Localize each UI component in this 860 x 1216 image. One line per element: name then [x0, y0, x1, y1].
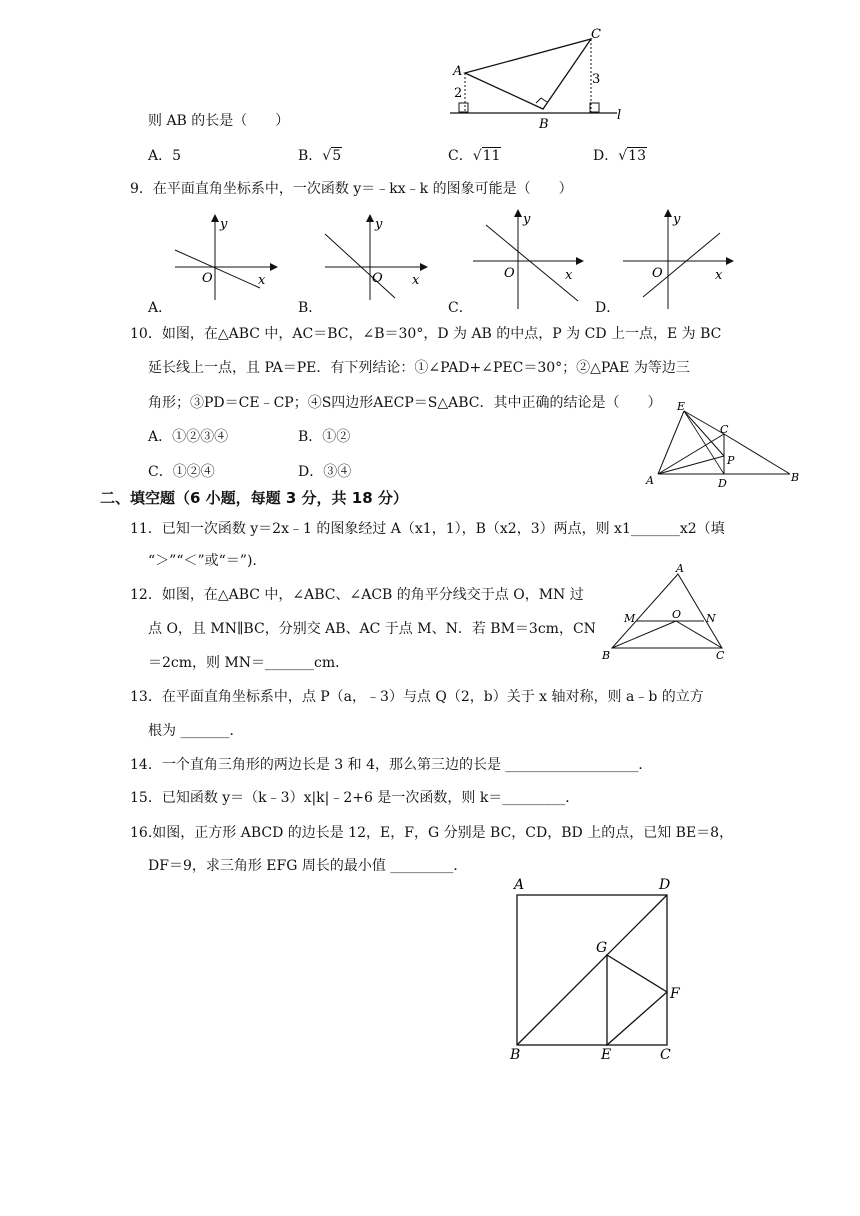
- svg-text:x: x: [715, 268, 723, 283]
- q12-line-3: ＝2cm，则 MN＝_______cm．: [148, 655, 350, 671]
- q10-option-a: A．①②③④: [148, 429, 229, 445]
- svg-text:C: C: [720, 423, 729, 436]
- svg-text:A: A: [676, 562, 684, 575]
- svg-text:O: O: [202, 271, 213, 286]
- sqrt-icon: √5: [322, 148, 342, 164]
- q13-line-2: 根为 _______．: [148, 723, 244, 739]
- q8-figure: [445, 25, 635, 135]
- q9-option-a: A．: [148, 300, 173, 316]
- q8-label-2: 2: [454, 86, 463, 101]
- q12-line-2: 点 O，且 MN∥BC，分别交 AB、AC 于点 M、N．若 BM＝3cm，CN: [148, 621, 596, 637]
- sqrt-icon: √11: [472, 148, 501, 164]
- q9-stem: 9．在平面直角坐标系中，一次函数 y＝﹣kx﹣k 的图象可能是（ ）: [130, 181, 573, 197]
- svg-text:x: x: [412, 273, 420, 288]
- svg-text:D: D: [718, 477, 727, 490]
- q8-label-l: l: [617, 108, 622, 123]
- q9-graph-a: [170, 212, 280, 302]
- q9-option-c: C．: [448, 300, 473, 316]
- svg-text:y: y: [375, 217, 383, 232]
- q13-line-1: 13．在平面直角坐标系中，点 P（a，﹣3）与点 Q（2，b）关于 x 轴对称，则 a﹣b 的立方: [130, 689, 704, 705]
- q8-label-3: 3: [592, 72, 601, 87]
- svg-text:F: F: [670, 986, 680, 1002]
- q10-option-d: D．③④: [298, 464, 352, 480]
- q16-line-1: 16.如图，正方形 ABCD 的边长是 12，E，F，G 分别是 BC，CD，BD 上的点，已知 BE＝8，: [130, 825, 734, 841]
- q8-option-c: C．√11: [448, 148, 501, 164]
- svg-text:y: y: [673, 212, 681, 227]
- svg-text:B: B: [602, 649, 611, 662]
- q8-label-a: A: [453, 64, 463, 79]
- svg-text:B: B: [791, 471, 800, 484]
- q14-line-1: 14．一个直角三角形的两边长是 3 和 4，那么第三边的长是 ___________________．: [130, 757, 653, 773]
- svg-text:P: P: [727, 454, 735, 467]
- q16-figure: [505, 873, 690, 1063]
- sqrt-icon: √13: [618, 148, 646, 164]
- q11-line-2: “＞”“＜”或“＝”).: [148, 553, 257, 569]
- q9-option-b: B．: [298, 300, 323, 316]
- q10-option-c: C．①②④: [148, 464, 215, 480]
- svg-text:C: C: [660, 1047, 671, 1063]
- svg-text:M: M: [624, 612, 636, 625]
- svg-text:y: y: [220, 217, 228, 232]
- svg-text:D: D: [659, 877, 671, 893]
- svg-text:O: O: [504, 266, 515, 281]
- svg-text:G: G: [596, 940, 608, 956]
- q8-stem: 则 AB 的长是（ ）: [148, 113, 290, 129]
- svg-text:x: x: [258, 273, 266, 288]
- svg-text:E: E: [677, 400, 686, 413]
- q9-graph-d: [618, 205, 738, 315]
- svg-text:A: A: [514, 877, 525, 893]
- q10-option-b: B．①②: [298, 429, 351, 445]
- svg-text:E: E: [601, 1047, 612, 1063]
- q8-option-a: A．5: [148, 148, 182, 164]
- svg-text:x: x: [565, 268, 573, 283]
- svg-text:O: O: [672, 608, 682, 621]
- q8-label-c: C: [591, 27, 601, 42]
- q9-graph-c: [468, 205, 588, 315]
- q10-line-1: 10．如图，在△ABC 中，AC＝BC，∠B＝30°，D 为 AB 的中点，P 为 CD 上一点，E 为 BC: [130, 326, 722, 342]
- q15-line-1: 15．已知函数 y＝（k﹣3）x|k|﹣2+6 是一次函数，则 k＝_________．: [130, 790, 580, 806]
- q11-line-1: 11．已知一次函数 y＝2x﹣1 的图象经过 A（x1，1），B（x2，3）两点，则 x1_______x2（填: [130, 521, 725, 537]
- svg-text:y: y: [523, 212, 531, 227]
- svg-text:B: B: [510, 1047, 521, 1063]
- q8-label-b: B: [539, 117, 549, 132]
- q16-line-2: DF＝9，求三角形 EFG 周长的最小值 _________．: [148, 858, 468, 874]
- svg-text:O: O: [372, 271, 383, 286]
- q10-line-2: 延长线上一点，且 PA＝PE．有下列结论：①∠PAD+∠PEC＝30°；②△PAE 为等边三: [148, 360, 690, 376]
- section-title: 二、填空题（6 小题，每题 3 分，共 18 分）: [100, 489, 408, 507]
- svg-text:N: N: [706, 612, 716, 625]
- q8-option-b: B．√5: [298, 148, 342, 164]
- q10-figure: [640, 398, 815, 490]
- q12-line-1: 12．如图，在△ABC 中，∠ABC、∠ACB 的角平分线交于点 O，MN 过: [130, 587, 584, 603]
- q9-option-d: D．: [595, 300, 621, 316]
- q10-line-3: 角形；③PD＝CE﹣CP；④S四边形AECP＝S△ABC．其中正确的结论是（ ）: [148, 395, 662, 411]
- q8-option-d: D．√13: [593, 148, 646, 164]
- svg-text:A: A: [646, 474, 654, 487]
- q9-graph-b: [320, 212, 430, 302]
- svg-text:O: O: [652, 266, 663, 281]
- svg-text:C: C: [716, 649, 725, 662]
- q12-figure: [596, 560, 741, 662]
